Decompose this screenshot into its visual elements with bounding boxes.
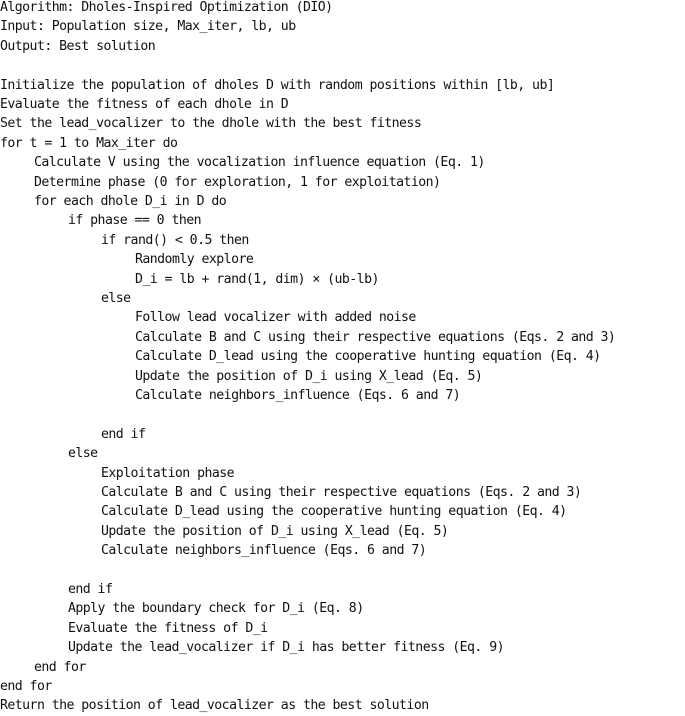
algorithm-line: Set the lead_vocalizer to the dhole with the best fitness [0,116,422,132]
algorithm-line: Calculate B and C using their respective equations (Eqs. 2 and 3) [101,485,582,500]
algorithm-line: end for [34,659,86,675]
algorithm-line: Calculate neighbors_influence (Eqs. 6 and 7) [101,543,427,559]
algorithm-line: Calculate D_lead using the cooperative hunting equation (Eq. 4) [101,504,567,520]
algorithm-input: Input: Population size, Max_iter, lb, ub [0,19,296,35]
algorithm-line: Calculate V using the vocalization influence equation (Eq. 1) [34,155,485,171]
algorithm-line: if phase == 0 then [68,213,202,229]
algorithm-line: Calculate B and C using their respective equations (Eqs. 2 and 3) [135,329,616,345]
algorithm-line: Calculate neighbors_influence (Eqs. 6 and 7) [135,388,461,403]
algorithm-line: end if [68,582,113,597]
algorithm-output: Output: Best solution [0,38,156,54]
algorithm-line: end for [0,679,52,694]
algorithm-line: Exploitation phase [101,465,235,481]
algorithm-line: Return the position of lead_vocalizer as the best solution [0,698,429,714]
algorithm-line: Update the lead_vocalizer if D_i has better fitness (Eq. 9) [68,640,504,656]
algorithm-line: Update the position of D_i using X_lead (Eq. 5) [135,368,483,384]
algorithm-line: Calculate D_lead using the cooperative hunting equation (Eq. 4) [135,349,601,365]
algorithm-line: Initialize the population of dholes D with random positions within [lb, ub] [0,77,555,93]
algorithm-line: else [68,446,98,462]
algorithm-line: Follow lead vocalizer with added noise [135,310,416,326]
algorithm-line: if rand() < 0.5 then [101,232,249,248]
algorithm-line: Update the position of D_i using X_lead (Eq. 5) [101,523,449,539]
algorithm-line: Determine phase (0 for exploration, 1 for exploitation) [34,174,441,190]
algorithm-line: Apply the boundary check for D_i (Eq. 8) [68,601,364,617]
algorithm-title: Algorithm: Dholes-Inspired Optimization (DIO) [0,0,333,15]
algorithm-line: for each dhole D_i in D do [34,194,227,209]
algorithm-line: for t = 1 to Max_iter do [0,135,178,151]
algorithm-line: Randomly explore [135,252,254,268]
algorithm-line: end if [101,426,146,442]
algorithm-line: D_i = lb + rand(1, dim) × (ub-lb) [135,271,379,287]
algorithm-line: else [101,291,131,306]
algorithm-line: Evaluate the fitness of D_i [68,620,268,636]
algorithm-line: Evaluate the fitness of each dhole in D [0,97,289,112]
